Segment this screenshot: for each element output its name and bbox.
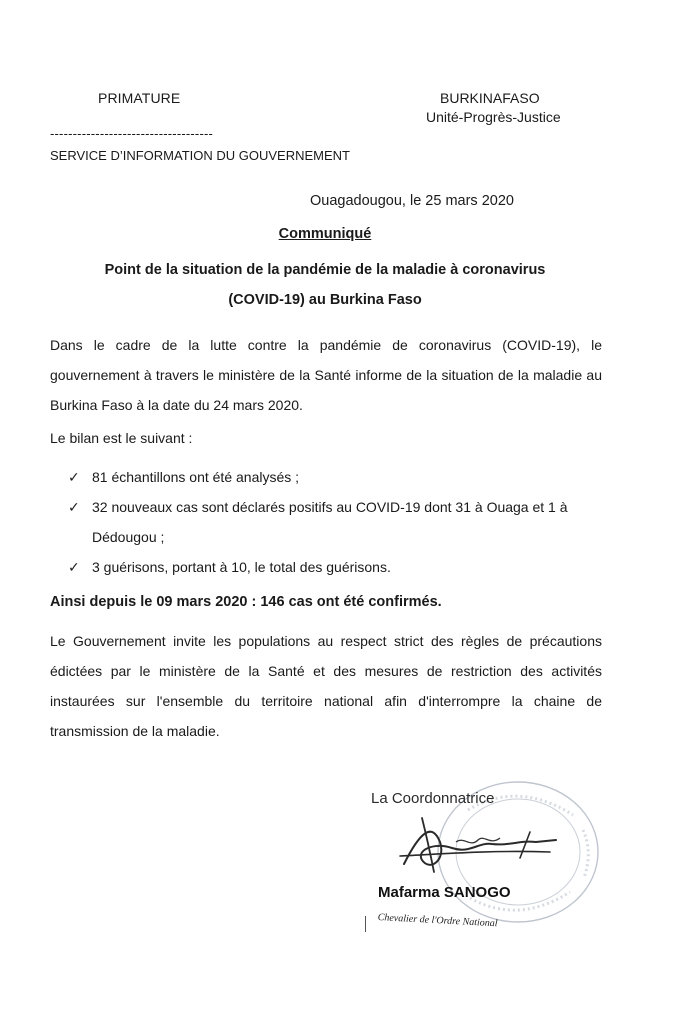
list-item bbox=[68, 552, 608, 582]
checkmark-icon: ✓ bbox=[68, 469, 80, 485]
signatory-name: Mafarma SANOGO bbox=[378, 884, 511, 901]
signatory-role: La Coordonnatrice bbox=[371, 790, 495, 807]
header-service: SERVICE D’INFORMATION DU GOUVERNEMENT bbox=[50, 148, 350, 163]
checkmark-icon: ✓ bbox=[68, 559, 80, 575]
document-title-line1: Point de la situation de la pandémie de la maladie à coronavirus bbox=[104, 262, 546, 278]
checkmark-icon: ✓ bbox=[68, 499, 80, 515]
list-item-text: 32 nouveaux cas sont déclarés positifs au COVID-19 dont 31 à Ouaga et 1 à Dédougou ; bbox=[92, 499, 568, 545]
government-notice-paragraph: Le Gouvernement invite les populations au respect strict des règles de précautions édictées par le ministère de la Santé et des mesures de restriction des activités instaurées sur l'ensemble du territoire national afin d'interrompre la chaine de transmission de la maladie. bbox=[50, 633, 602, 739]
header-motto: Unité-Progrès-Justice bbox=[426, 109, 561, 125]
bilan-label: Le bilan est le suivant : bbox=[50, 430, 193, 446]
summary-statement: Ainsi depuis le 09 mars 2020 : 146 cas ont été confirmés. bbox=[50, 594, 442, 610]
document-heading: Communiqué bbox=[278, 226, 372, 242]
intro-paragraph: Dans le cadre de la lutte contre la pandémie de coronavirus (COVID-19), le gouvernement à travers le ministère de la Santé informe de la situation de la maladie au Burkina Faso à la date du 24 mars 2020. bbox=[50, 337, 602, 413]
list-item bbox=[68, 462, 608, 492]
list-item-text: 81 échantillons ont été analysés ; bbox=[92, 469, 300, 485]
header-primature: PRIMATURE bbox=[98, 90, 181, 106]
dateline: Ouagadougou, le 25 mars 2020 bbox=[310, 193, 514, 209]
bilan-list bbox=[68, 462, 608, 582]
signatory-distinction: Chevalier de l'Ordre National bbox=[377, 912, 498, 930]
header-separator: ------------------------------------ bbox=[50, 126, 214, 141]
document-title-line2: (COVID-19) au Burkina Faso bbox=[228, 292, 422, 308]
list-item-text: 3 guérisons, portant à 10, le total des guérisons. bbox=[92, 559, 391, 575]
list-item bbox=[68, 492, 608, 552]
margin-mark bbox=[365, 916, 366, 932]
header-country: BURKINAFASO bbox=[440, 90, 540, 106]
handwritten-signature bbox=[360, 812, 580, 882]
